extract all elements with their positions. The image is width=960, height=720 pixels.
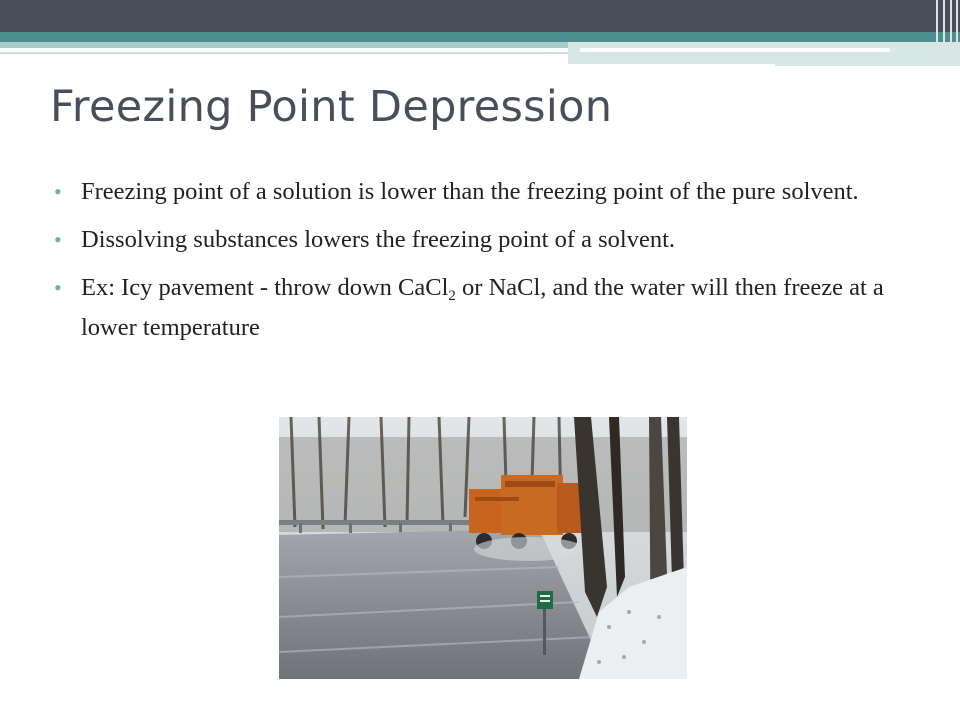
header-edge-lines	[930, 0, 960, 66]
header-band-white	[580, 48, 890, 52]
snow-plow-illustration	[279, 417, 687, 679]
header-band-light-right	[568, 42, 960, 64]
bullet-text: Freezing point of a solution is lower than the freezing point of the pure solvent.	[81, 178, 859, 205]
bullet-item	[50, 272, 945, 344]
slide-title: Freezing Point Depression	[50, 82, 613, 132]
bullet-item	[50, 176, 945, 208]
header-band-teal	[0, 32, 960, 42]
header-band-dark	[0, 0, 960, 32]
chemical-subscript: 2	[448, 288, 456, 304]
bullet-list	[50, 176, 945, 360]
header-band-line	[0, 52, 568, 54]
bullet-item	[50, 224, 945, 256]
bullet-text-part: or NaCl, and the water will then freeze at a lower temperature	[81, 274, 884, 341]
bullet-icon: •	[54, 179, 62, 204]
header-band-light	[0, 42, 568, 48]
bullet-icon: •	[54, 275, 62, 300]
bullet-icon: •	[54, 227, 62, 252]
bullet-text: Dissolving substances lowers the freezing point of a solvent.	[81, 226, 676, 253]
snow-plow-photo	[279, 417, 687, 679]
bullet-text-part: Ex: Icy pavement - throw down CaCl	[81, 274, 449, 301]
bullet-text	[81, 274, 884, 341]
